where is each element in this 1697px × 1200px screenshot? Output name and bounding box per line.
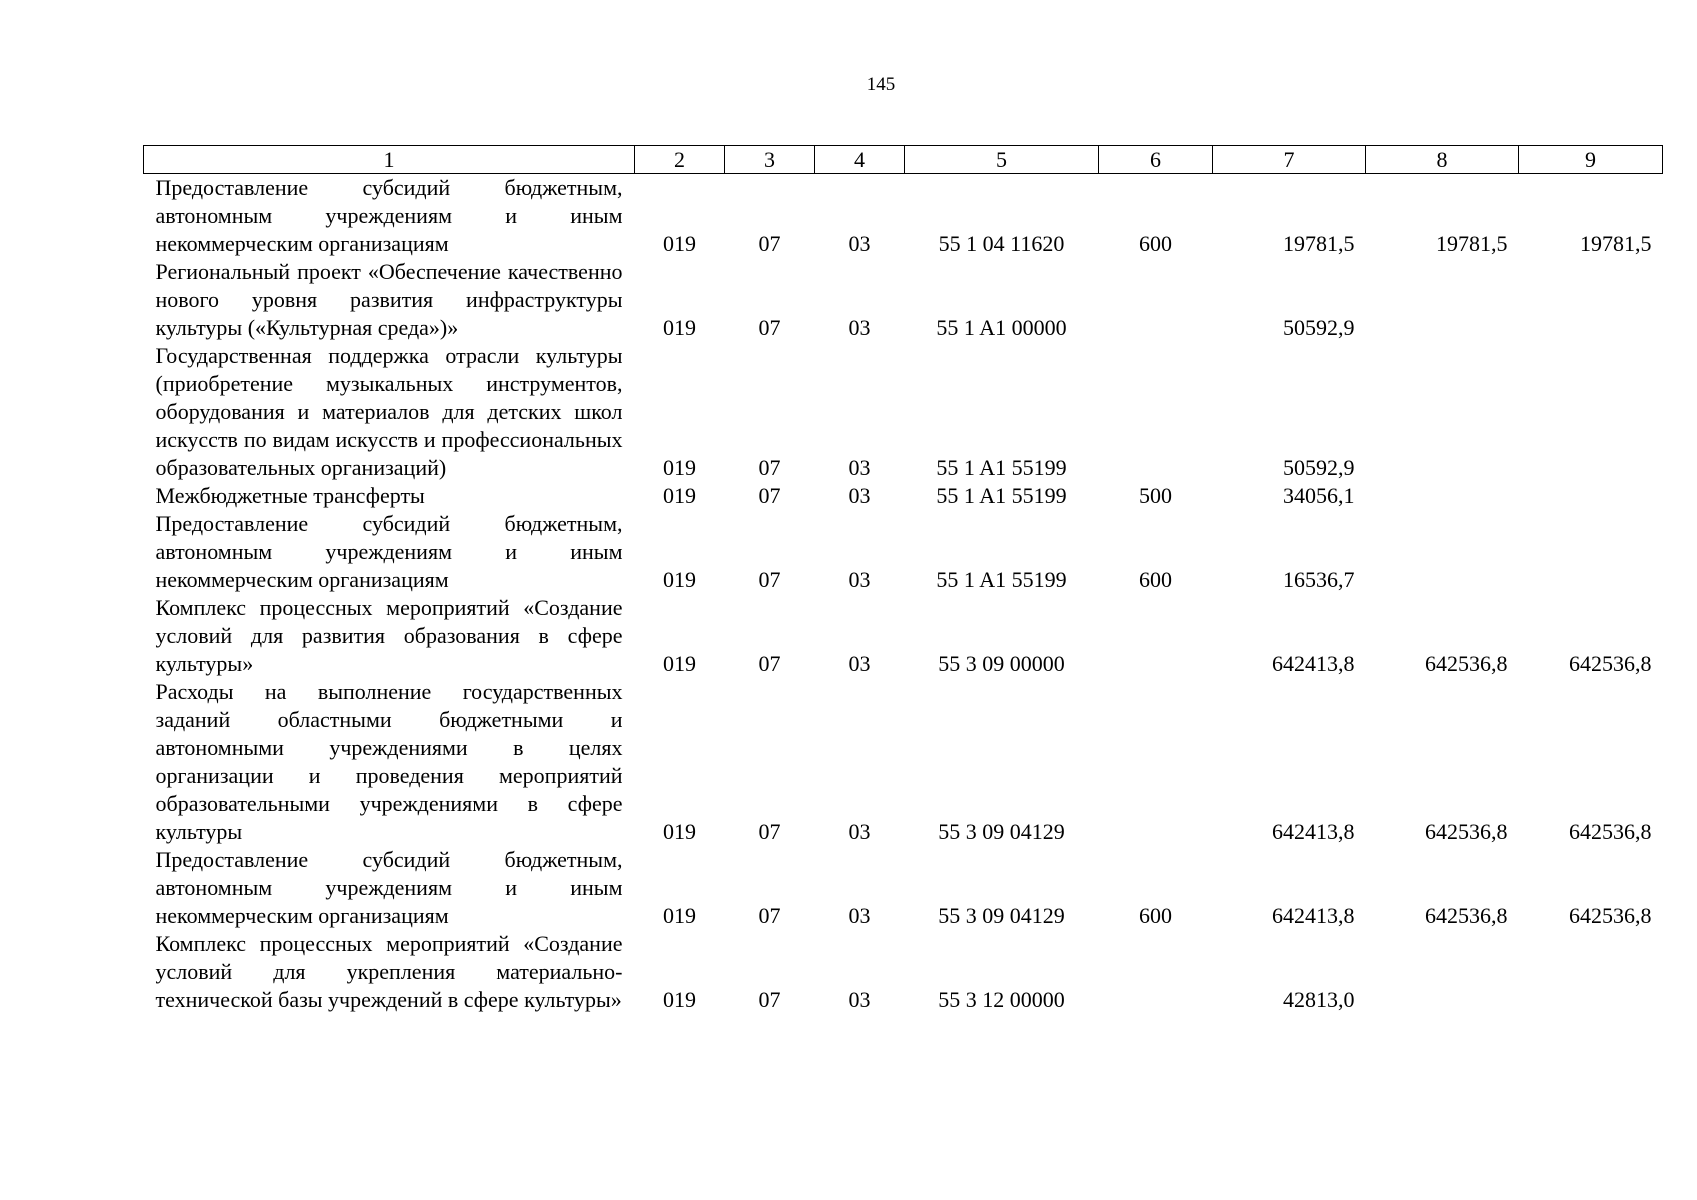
row-expense-type <box>1099 342 1213 482</box>
row-grbs: 019 <box>663 987 696 1012</box>
row-subsection: 03 <box>848 231 871 256</box>
row-sum-year-3 <box>1519 258 1663 342</box>
header-cell-7: 7 <box>1213 146 1366 174</box>
row-name: Межбюджетные трансферты <box>155 483 425 508</box>
row-expense-type: 600 <box>1139 567 1172 592</box>
row-sum-year-2: 642536,8 <box>1425 903 1508 928</box>
row-sum-year-2 <box>1366 482 1519 510</box>
row-grbs: 019 <box>663 819 696 844</box>
row-subsection: 03 <box>848 567 871 592</box>
row-name: Предоставление субсидий бюджетным, автономным учреждениям и иным некоммерческим организациям <box>155 175 623 256</box>
row-subsection: 03 <box>848 651 871 676</box>
row-sum-year-3: 642536,8 <box>1569 819 1652 844</box>
table-row <box>144 482 1663 510</box>
row-sum-year-3 <box>1519 510 1663 594</box>
row-sum-year-1: 642413,8 <box>1272 651 1355 676</box>
row-grbs: 019 <box>663 567 696 592</box>
row-section: 07 <box>758 651 781 676</box>
row-subsection: 03 <box>848 483 871 508</box>
row-sum-year-1: 642413,8 <box>1272 903 1355 928</box>
row-sum-year-3: 642536,8 <box>1569 903 1652 928</box>
header-cell-9: 9 <box>1519 146 1663 174</box>
header-cell-8: 8 <box>1366 146 1519 174</box>
row-sum-year-3 <box>1519 342 1663 482</box>
row-section: 07 <box>758 483 781 508</box>
table-header-row <box>144 146 1663 174</box>
row-sum-year-2 <box>1366 510 1519 594</box>
row-sum-year-1: 50592,9 <box>1283 315 1355 340</box>
row-target-item: 55 3 09 04129 <box>938 903 1065 928</box>
row-sum-year-3: 642536,8 <box>1569 651 1652 676</box>
row-subsection: 03 <box>848 987 871 1012</box>
row-target-item: 55 1 04 11620 <box>938 231 1065 256</box>
table-row <box>144 930 1663 1014</box>
row-expense-type: 500 <box>1139 483 1172 508</box>
row-target-item: 55 3 09 00000 <box>938 651 1065 676</box>
row-name: Комплекс процессных мероприятий «Создание условий для развития образования в сфере культуры» <box>155 595 623 676</box>
table-row <box>144 510 1663 594</box>
row-sum-year-2: 642536,8 <box>1425 819 1508 844</box>
row-subsection: 03 <box>848 455 871 480</box>
header-cell-3: 3 <box>725 146 815 174</box>
page-number: 145 <box>866 74 896 95</box>
row-expense-type: 600 <box>1139 903 1172 928</box>
row-sum-year-1: 19781,5 <box>1283 231 1355 256</box>
row-expense-type <box>1099 930 1213 1014</box>
row-expense-type: 600 <box>1139 231 1172 256</box>
row-grbs: 019 <box>663 231 696 256</box>
row-sum-year-2 <box>1366 258 1519 342</box>
row-sum-year-2 <box>1366 342 1519 482</box>
row-subsection: 03 <box>848 903 871 928</box>
row-grbs: 019 <box>663 315 696 340</box>
table-row <box>144 678 1663 846</box>
header-cell-1: 1 <box>144 146 635 174</box>
row-section: 07 <box>758 903 781 928</box>
row-target-item: 55 1 A1 55199 <box>936 455 1067 480</box>
header-cell-6: 6 <box>1099 146 1213 174</box>
row-name: Государственная поддержка отрасли культуры (приобретение музыкальных инструментов, оборудования и материалов для детских школ искусств по видам искусств и профессиональных образовательных организаций) <box>155 343 623 480</box>
row-target-item: 55 1 A1 00000 <box>936 315 1067 340</box>
row-grbs: 019 <box>663 903 696 928</box>
row-sum-year-3 <box>1519 482 1663 510</box>
row-name: Предоставление субсидий бюджетным, автономным учреждениям и иным некоммерческим организациям <box>155 847 623 928</box>
table-row <box>144 258 1663 342</box>
row-sum-year-1: 50592,9 <box>1283 455 1355 480</box>
row-sum-year-2: 19781,5 <box>1436 231 1508 256</box>
row-grbs: 019 <box>663 651 696 676</box>
table-row <box>144 846 1663 930</box>
row-name: Комплекс процессных мероприятий «Создание условий для укрепления материально-технической базы учреждений в сфере культуры» <box>155 931 623 1012</box>
row-expense-type <box>1099 258 1213 342</box>
row-section: 07 <box>758 987 781 1012</box>
table-row <box>144 174 1663 259</box>
budget-table <box>143 145 1663 1014</box>
table-row <box>144 594 1663 678</box>
table-row <box>144 342 1663 482</box>
row-subsection: 03 <box>848 819 871 844</box>
row-sum-year-3 <box>1519 930 1663 1014</box>
row-sum-year-2: 642536,8 <box>1425 651 1508 676</box>
row-grbs: 019 <box>663 483 696 508</box>
row-target-item: 55 1 A1 55199 <box>936 567 1067 592</box>
row-name: Предоставление субсидий бюджетным, автономным учреждениям и иным некоммерческим организациям <box>155 511 623 592</box>
header-cell-5: 5 <box>905 146 1099 174</box>
row-sum-year-3: 19781,5 <box>1580 231 1652 256</box>
row-sum-year-1: 42813,0 <box>1283 987 1355 1012</box>
row-grbs: 019 <box>663 455 696 480</box>
row-sum-year-2 <box>1366 930 1519 1014</box>
header-cell-2: 2 <box>635 146 725 174</box>
row-section: 07 <box>758 455 781 480</box>
row-section: 07 <box>758 231 781 256</box>
row-target-item: 55 1 A1 55199 <box>936 483 1067 508</box>
row-target-item: 55 3 09 04129 <box>938 819 1065 844</box>
row-sum-year-1: 16536,7 <box>1283 567 1355 592</box>
row-section: 07 <box>758 315 781 340</box>
row-subsection: 03 <box>848 315 871 340</box>
row-sum-year-1: 34056,1 <box>1283 483 1355 508</box>
row-section: 07 <box>758 567 781 592</box>
row-section: 07 <box>758 819 781 844</box>
row-name: Региональный проект «Обеспечение качественно нового уровня развития инфраструктуры культуры («Культурная среда»)» <box>155 259 623 340</box>
header-cell-4: 4 <box>815 146 905 174</box>
row-sum-year-1: 642413,8 <box>1272 819 1355 844</box>
row-name: Расходы на выполнение государственных заданий областными бюджетными и автономными учреждениями в целях организации и проведения мероприятий образовательными учреждениями в сфере культуры <box>155 679 623 844</box>
row-expense-type <box>1099 594 1213 678</box>
row-expense-type <box>1099 678 1213 846</box>
row-target-item: 55 3 12 00000 <box>938 987 1065 1012</box>
